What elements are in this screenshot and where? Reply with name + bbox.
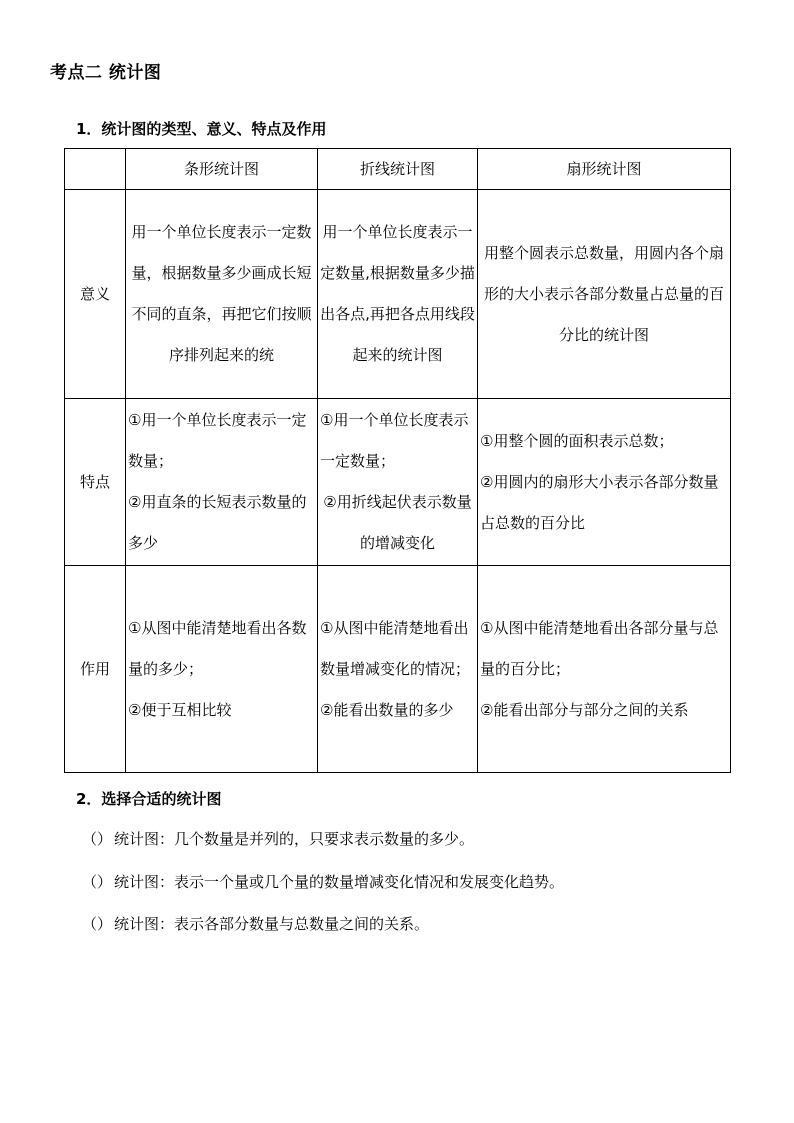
row-label-feature: 特点	[65, 399, 126, 566]
cell-bar-use	[126, 566, 318, 773]
choice-text: 统计图：表示一个量或几个量的数量增减变化情况和发展变化趋势。	[114, 873, 565, 891]
cell-line-meaning: 用一个单位长度表示一定数量,根据数量多少描出各点,再把各点用线段起来的统计图	[318, 190, 478, 399]
choice-item	[82, 913, 429, 934]
row-label-meaning: 意义	[65, 190, 126, 399]
header-line-chart: 折线统计图	[318, 149, 478, 190]
cell-bar-feature-2: ②用直条的长短表示数量的多少	[128, 493, 307, 552]
answer-blank[interactable]: （）	[82, 915, 113, 933]
choice-text: 统计图：表示各部分数量与总数量之间的关系。	[114, 915, 430, 933]
cell-pie-feature-1: ①用整个圆的面积表示总数；	[480, 431, 674, 450]
cell-pie-feature	[478, 399, 731, 566]
cell-pie-use-1: ①从图中能清楚地看出各部分量与总量的百分比；	[480, 618, 719, 678]
chart-types-table	[64, 148, 731, 773]
cell-line-feature-1: ①用一个单位长度表示一定数量；	[320, 411, 469, 470]
header-bar-chart: 条形统计图	[126, 149, 318, 190]
answer-blank[interactable]: （）	[82, 830, 113, 848]
cell-bar-feature-1: ①用一个单位长度表示一定数量；	[128, 411, 307, 470]
page-title: 考点二 统计图	[50, 63, 162, 83]
cell-line-use	[318, 566, 478, 773]
cell-line-feature	[318, 399, 478, 566]
table-row	[65, 566, 731, 773]
answer-blank[interactable]: （）	[82, 873, 113, 891]
cell-pie-feature-2: ②用圆内的扇形大小表示各部分数量占总数的百分比	[480, 472, 719, 532]
cell-bar-use-1: ①从图中能清楚地看出各数量的多少；	[128, 618, 307, 678]
cell-pie-meaning: 用整个圆表示总数量，用圆内各个扇形的大小表示各部分数量占总量的百分比的统计图	[478, 190, 731, 399]
table-row	[65, 190, 731, 399]
cell-line-feature-2: ②用折线起伏表示数量的增减变化	[323, 493, 472, 552]
section-1-title: 1．统计图的类型、意义、特点及作用	[76, 120, 327, 138]
cell-line-use-2: ②能看出数量的多少	[320, 700, 454, 719]
cell-line-use-1: ①从图中能清楚地看出数量增减变化的情况；	[320, 618, 471, 678]
choice-text: 统计图：几个数量是并列的，只要求表示数量的多少。	[114, 830, 475, 848]
table-header-row	[65, 149, 731, 190]
header-pie-chart: 扇形统计图	[478, 149, 731, 190]
choice-item	[82, 871, 564, 892]
cell-bar-use-2: ②便于互相比较	[128, 700, 232, 719]
table-row	[65, 399, 731, 566]
cell-pie-use	[478, 566, 731, 773]
cell-pie-use-2: ②能看出部分与部分之间的关系	[480, 700, 689, 719]
section-2-title: 2．选择合适的统计图	[76, 790, 222, 808]
choice-item	[82, 828, 474, 849]
header-empty-cell	[65, 149, 126, 190]
cell-bar-meaning: 用一个单位长度表示一定数量，根据数量多少画成长短不同的直条，再把它们按顺序排列起来的统	[126, 190, 318, 399]
cell-bar-feature	[126, 399, 318, 566]
row-label-use: 作用	[65, 566, 126, 773]
